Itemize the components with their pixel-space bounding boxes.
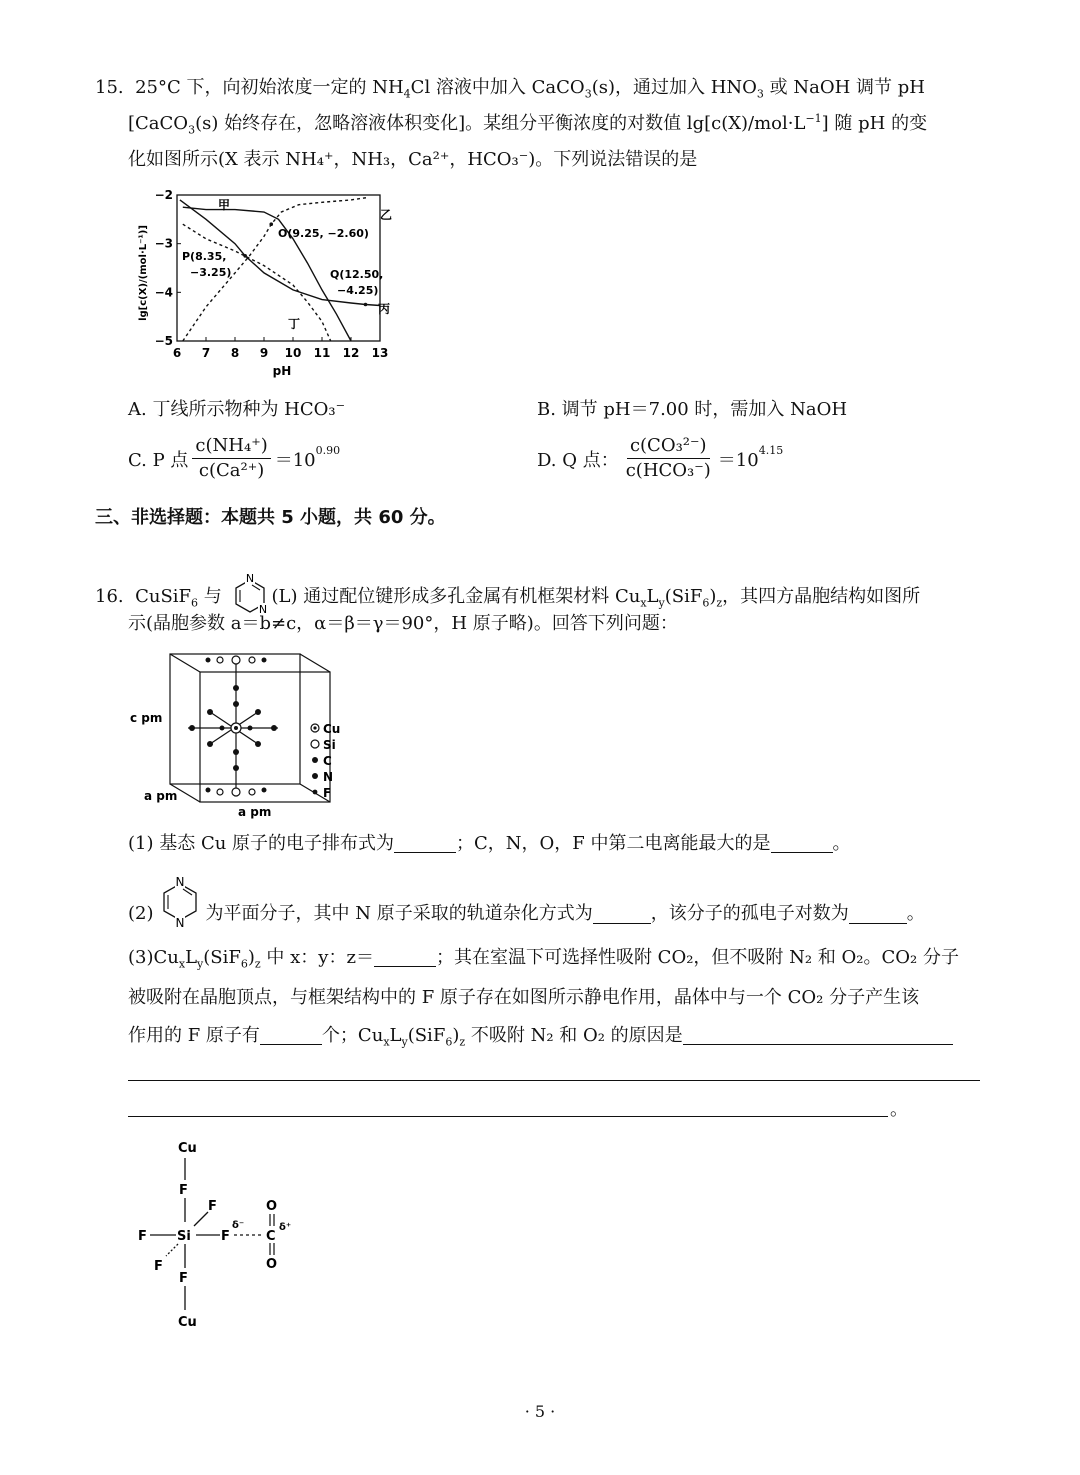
x-tick-label: 9	[259, 346, 269, 360]
annotation-Q-2: −4.25)	[337, 284, 379, 297]
y-tick-label: −3	[154, 236, 173, 251]
sif6-co2-interaction-diagram	[128, 1130, 328, 1330]
answer-blank-6[interactable]	[260, 1022, 322, 1045]
x-axis-label: pH	[272, 364, 292, 378]
x-tick-label: 13	[371, 346, 389, 360]
q15-option-C: C. P 点 $\frac{\text{c(NH₄⁺)}}{\text{c(Ca²⁺)}}$ ＝10 $^{0.90}$	[128, 435, 341, 481]
q15-option-D: D. Q 点： $\frac{\text{c(CO₃²⁻)}}{\text{c(HCO₃⁻)}}$ ＝10 $^{4.15}$	[537, 435, 784, 481]
delta-plus-label: δ⁺	[279, 1222, 292, 1233]
annotation-P-2: −3.25)	[190, 266, 232, 279]
svg-text:N: N	[258, 603, 267, 616]
q15-line-1: 15. 25°C 下，向初始浓度一定的 $NH_4Cl$ 溶液中加入 CaCO$_3$(s)，通过加入 $HNO_3$ 或 NaOH 调节 pH	[95, 77, 925, 101]
pH-log-concentration-chart	[130, 185, 410, 385]
y-tick-label: −4	[154, 285, 173, 300]
series-label-yi: 乙	[380, 208, 393, 222]
answer-blank-3[interactable]	[593, 901, 651, 924]
a-pm-label-bottom: a pm	[238, 805, 272, 819]
answer-blank-5[interactable]	[374, 944, 436, 967]
cu-top-label: Cu	[178, 1141, 197, 1156]
annotation-O: O(9.25, −2.60)	[278, 227, 369, 240]
x-tick-label: 10	[284, 346, 302, 360]
f-left-label: F	[138, 1229, 147, 1244]
q16-line-2: 示(晶胞参数 a＝b≠c，α＝β＝γ＝90°，H 原子略)。回答下列问题：	[128, 613, 678, 634]
answer-blank-7[interactable]	[683, 1022, 953, 1045]
series-label-bing: 丙	[378, 302, 391, 316]
pyrazine-icon-2	[156, 870, 204, 932]
series-line-3	[183, 224, 331, 341]
legend-cu: Cu	[323, 722, 341, 736]
c-pm-label: c pm	[130, 711, 163, 725]
q16-part-1: (1) 基态 Cu 原子的电子排布式为 ；C，N，O，F 中第二电离能最大的是 。	[128, 826, 1028, 862]
tetragonal-unit-cell-diagram	[128, 648, 358, 820]
annotation-point-2	[364, 303, 368, 307]
f-upper-right-label: F	[208, 1199, 217, 1214]
cu-bottom-label: Cu	[178, 1315, 197, 1330]
c-label: C	[266, 1229, 276, 1244]
f-top-label: F	[179, 1183, 188, 1198]
answer-line-9[interactable]	[128, 1116, 888, 1117]
q16-part-3-line-3: 作用的 F 原子有 个；$Cu_xL_y(SiF_6)_z$ 不吸附 N₂ 和 O₂ 的原因是	[128, 1018, 1028, 1054]
x-tick-label: 6	[172, 346, 182, 360]
o-bottom-label: O	[266, 1257, 278, 1272]
annotation-Q-1: Q(12.50,	[330, 268, 384, 281]
q15-option-A: A. 丁线所示物种为 HCO₃⁻	[128, 399, 346, 420]
unit-cell-legend	[311, 722, 340, 800]
x-tick-label: 12	[342, 346, 360, 360]
svg-text:N: N	[175, 875, 184, 889]
series-label-ding: 丁	[288, 317, 301, 331]
x-tick-label: 7	[201, 346, 211, 360]
f-lower-left-label: F	[154, 1259, 163, 1274]
page-number: · 5 ·	[524, 1402, 556, 1421]
svg-text:N: N	[245, 572, 254, 585]
answer-blank-4[interactable]	[849, 901, 907, 924]
answer-blank-1[interactable]	[394, 830, 456, 853]
delta-minus-label: δ⁻	[232, 1220, 245, 1231]
q15-line-2: [CaCO$_3$(s) 始终存在，忽略溶液体积变化]。某组分平衡浓度的对数值 $\lg[c(X)/mol\cdot L^{-1}]$ 随 pH 的变	[128, 112, 928, 137]
annotation-point-1	[243, 254, 247, 258]
a-pm-label-left: a pm	[144, 789, 178, 803]
x-tick-label: 8	[230, 346, 240, 360]
end-period: 。	[890, 1099, 908, 1120]
y-axis-label: lg[c(X)/(mol·L⁻¹)]	[138, 225, 149, 321]
legend-n: N	[323, 770, 334, 784]
x-tick-label: 11	[313, 346, 331, 360]
legend-f: F	[323, 786, 332, 800]
y-tick-label: −2	[154, 188, 173, 202]
answer-line-8[interactable]	[128, 1080, 980, 1081]
q15-line-3: 化如图所示(X 表示 NH₄⁺，NH₃，Ca²⁺，HCO₃⁻)。下列说法错误的是	[128, 149, 698, 170]
q16-part-3-line-1: $(3)Cu_xL_y(SiF_6)_z$ 中 x：y：z＝ ；其在室温下可选择性吸附 CO₂，但不吸附 N₂ 和 O₂。CO₂ 分子	[128, 940, 1028, 976]
legend-si: Si	[323, 738, 336, 752]
q16-part-2: (2) N N 为平面分子，其中 N 原子采取的轨道杂化方式为 ，该分子的孤电子对数为 。	[128, 870, 925, 932]
legend-c: C	[323, 754, 332, 768]
svg-text:N: N	[175, 916, 184, 930]
f-right-label: F	[221, 1229, 230, 1244]
q16-line-1: 16. CuSiF$_6$ 与 N N (L) 通过配位键形成多孔金属有机框架材料 $Cu_xL_y(SiF_6)_z$，其四方晶胞结构如图所	[95, 568, 995, 620]
series-label-jia: 甲	[218, 198, 231, 212]
q15-option-B: B. 调节 pH＝7.00 时，需加入 NaOH	[537, 399, 848, 420]
section-3-title: 三、非选择题：本题共 5 小题，共 60 分。	[95, 507, 446, 528]
f-bottom-label: F	[179, 1271, 188, 1286]
o-top-label: O	[266, 1199, 278, 1214]
q16-part-3-line-2: 被吸附在晶胞顶点，与框架结构中的 F 原子存在如图所示静电作用，晶体中与一个 CO₂ 分子产生该	[128, 987, 920, 1008]
annotation-point-0	[269, 222, 273, 226]
answer-blank-2[interactable]	[771, 830, 833, 853]
y-tick-label: −5	[154, 334, 173, 348]
annotation-P-1: P(8.35,	[182, 250, 227, 263]
si-label: Si	[177, 1229, 191, 1244]
